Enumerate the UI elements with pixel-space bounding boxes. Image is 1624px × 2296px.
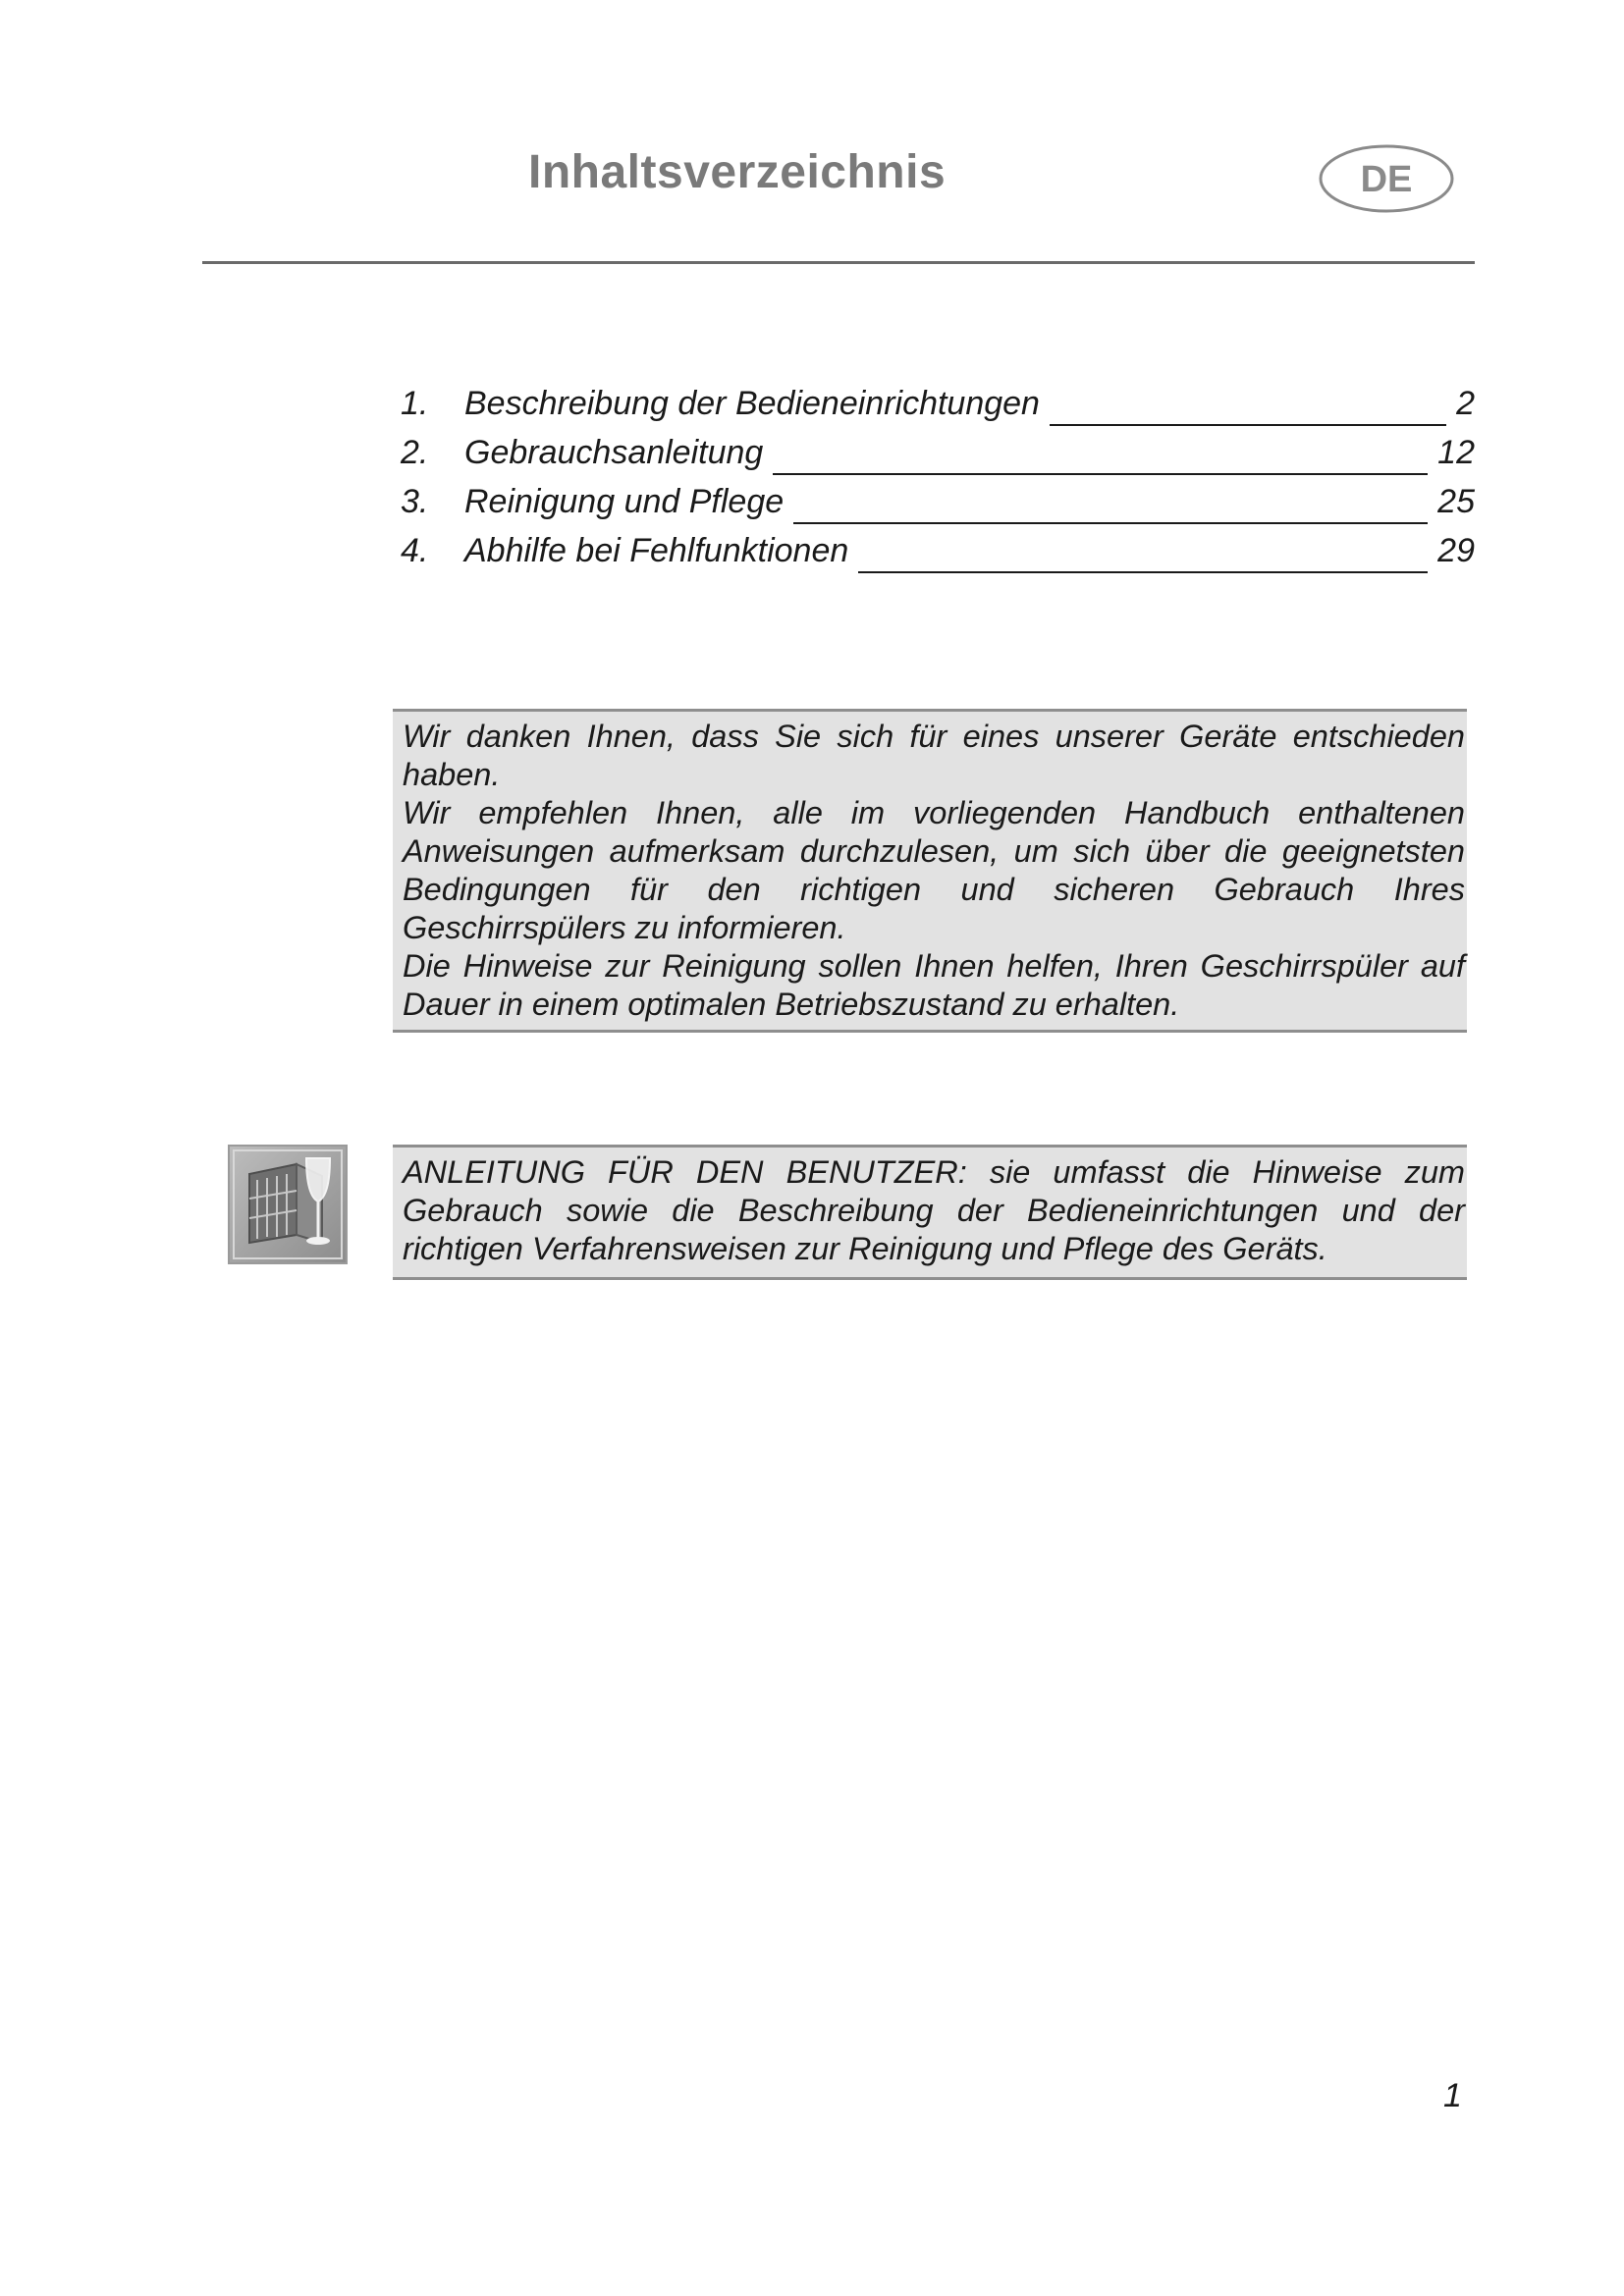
- toc-leader-line: [1050, 424, 1446, 426]
- toc-entry-page: 2: [1456, 385, 1475, 422]
- intro-note-box: [393, 709, 1467, 1033]
- toc-entry[interactable]: [401, 434, 1475, 483]
- page-title: Inhaltsverzeichnis: [528, 146, 947, 198]
- toc-entry-page: 25: [1437, 483, 1475, 520]
- toc-entry-label: Gebrauchsanleitung: [464, 434, 764, 471]
- toc-entry-label: Reinigung und Pflege: [464, 483, 785, 520]
- toc-entry-number: 2.: [401, 434, 429, 471]
- user-manual-note-box: [393, 1145, 1467, 1280]
- user-manual-description: ANLEITUNG FÜR DEN BENUTZER: sie umfasst die Hinweise zum Gebrauch sowie die Beschreibung der Bedieneinrichtungen und der richtigen Verfahrensweisen zur Reinigung und Pflege des Geräts.: [403, 1154, 1465, 1266]
- toc-entry-number: 1.: [401, 385, 429, 422]
- language-badge: [1318, 143, 1455, 214]
- intro-paragraph: Wir empfehlen Ihnen, alle im vorliegenden Handbuch enthaltenen Anweisungen aufmerksam durchzulesen, um sich über die geeignetsten Bedingungen für den richtigen und sicheren Gebrauch Ihres Geschirrspülers zu informieren.: [403, 795, 1465, 945]
- toc-leader-line: [858, 571, 1428, 573]
- toc-entry-page: 29: [1437, 532, 1475, 569]
- toc-leader-line: [793, 522, 1428, 524]
- dishwasher-glass-icon: [228, 1145, 348, 1264]
- intro-paragraph: Die Hinweise zur Reinigung sollen Ihnen helfen, Ihren Geschirrspüler auf Dauer in einem optimalen Betriebszustand zu erhalten.: [403, 948, 1465, 1022]
- table-of-contents: [401, 385, 1475, 581]
- toc-entry-page: 12: [1437, 434, 1475, 471]
- header-divider: [202, 261, 1475, 264]
- language-code: DE: [1360, 159, 1413, 200]
- toc-entry-number: 4.: [401, 532, 429, 569]
- page-number: 1: [1443, 2077, 1462, 2114]
- toc-entry-number: 3.: [401, 483, 429, 520]
- toc-entry[interactable]: [401, 483, 1475, 532]
- language-badge-oval: [1318, 143, 1455, 214]
- toc-entry[interactable]: [401, 532, 1475, 581]
- toc-entry-label: Abhilfe bei Fehlfunktionen: [464, 532, 849, 569]
- toc-entry-label: Beschreibung der Bedieneinrichtungen: [464, 385, 1040, 422]
- toc-leader-line: [773, 473, 1428, 475]
- toc-entry[interactable]: [401, 385, 1475, 434]
- intro-paragraph: Wir danken Ihnen, dass Sie sich für eines unserer Geräte entschieden haben.: [403, 719, 1465, 792]
